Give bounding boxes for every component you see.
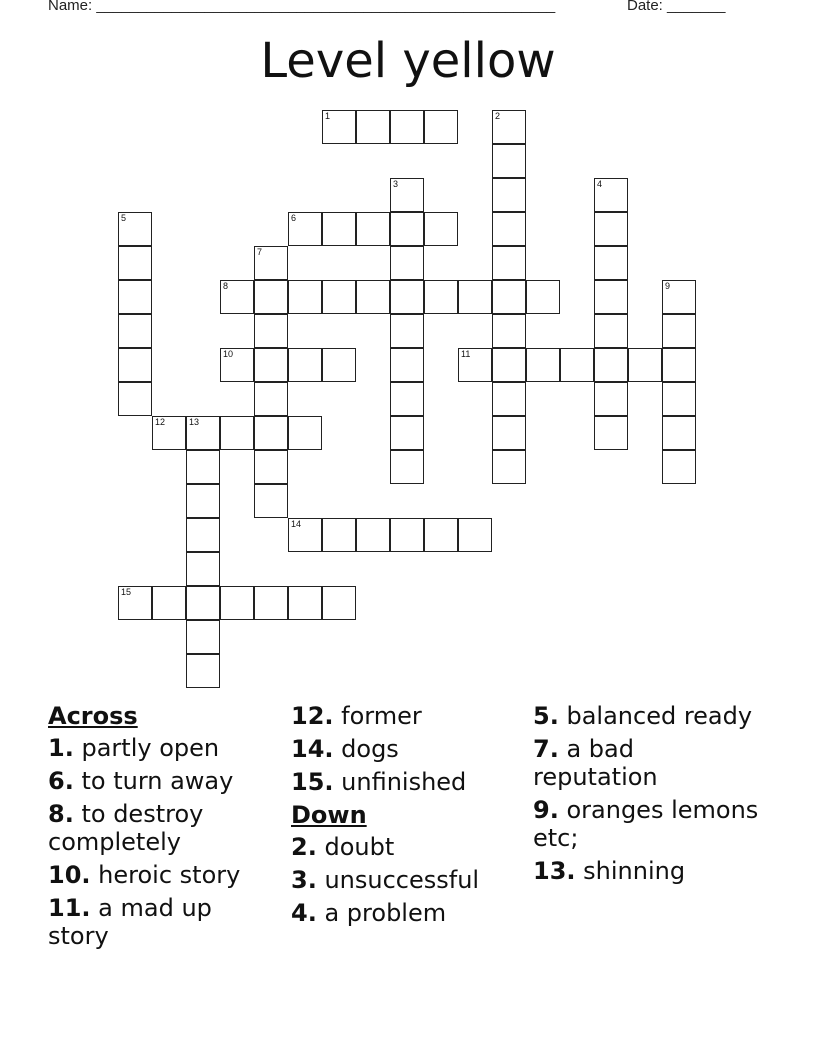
- clue-text: dogs: [341, 735, 399, 763]
- clue-item: [291, 866, 523, 894]
- grid-cell[interactable]: [594, 212, 628, 246]
- grid-cell[interactable]: [390, 110, 424, 144]
- clue-item: [533, 796, 765, 852]
- across-heading: Across: [48, 702, 138, 730]
- clue-item: [533, 735, 765, 791]
- grid-cell[interactable]: [424, 518, 458, 552]
- grid-cell[interactable]: [526, 348, 560, 382]
- clue-number-label: 9.: [533, 796, 559, 824]
- name-field[interactable]: Name: _______________________________________________________: [48, 0, 556, 14]
- grid-cell[interactable]: [390, 212, 424, 246]
- grid-cell[interactable]: [118, 280, 152, 314]
- grid-cell[interactable]: [492, 212, 526, 246]
- clue-number-label: 14.: [291, 735, 334, 763]
- clue-item: [291, 833, 523, 861]
- grid-cell[interactable]: [356, 110, 390, 144]
- grid-cell[interactable]: [118, 246, 152, 280]
- clue-number: 1: [325, 111, 331, 121]
- grid-cell[interactable]: [186, 484, 220, 518]
- clue-number: 8: [223, 281, 229, 291]
- grid-cell[interactable]: [526, 280, 560, 314]
- clue-column-2: [291, 702, 523, 932]
- clue-number-label: 7.: [533, 735, 559, 763]
- grid-cell[interactable]: [492, 246, 526, 280]
- grid-cell[interactable]: [322, 586, 356, 620]
- clue-number-label: 1.: [48, 734, 74, 762]
- clue-number: 6: [291, 213, 297, 223]
- clue-item: [48, 861, 280, 889]
- clue-number: 4: [597, 179, 603, 189]
- grid-cell[interactable]: [118, 382, 152, 416]
- grid-cell[interactable]: [186, 450, 220, 484]
- grid-cell[interactable]: [254, 450, 288, 484]
- clue-number-label: 4.: [291, 899, 317, 927]
- grid-cell[interactable]: [424, 212, 458, 246]
- grid-cell[interactable]: [254, 484, 288, 518]
- clue-text: former: [341, 702, 422, 730]
- grid-cell[interactable]: [594, 246, 628, 280]
- grid-cell[interactable]: [322, 212, 356, 246]
- clue-number: 3: [393, 179, 399, 189]
- grid-cell[interactable]: [288, 212, 322, 246]
- grid-cell[interactable]: [492, 416, 526, 450]
- grid-cell[interactable]: [662, 348, 696, 382]
- grid-cell[interactable]: [424, 280, 458, 314]
- clue-number-label: 11.: [48, 894, 91, 922]
- grid-cell[interactable]: [254, 382, 288, 416]
- grid-cell[interactable]: [492, 144, 526, 178]
- grid-cell[interactable]: [186, 654, 220, 688]
- grid-cell[interactable]: [254, 416, 288, 450]
- grid-cell[interactable]: [458, 348, 492, 382]
- grid-cell[interactable]: [390, 382, 424, 416]
- grid-cell[interactable]: [390, 348, 424, 382]
- grid-cell[interactable]: [254, 280, 288, 314]
- grid-cell[interactable]: [186, 620, 220, 654]
- clue-number-label: 6.: [48, 767, 74, 795]
- clue-number: 15: [121, 587, 132, 597]
- grid-cell[interactable]: [220, 280, 254, 314]
- grid-cell[interactable]: [390, 178, 424, 212]
- grid-cell[interactable]: [492, 382, 526, 416]
- grid-cell[interactable]: [594, 416, 628, 450]
- grid-cell[interactable]: [254, 246, 288, 280]
- grid-cell[interactable]: [254, 348, 288, 382]
- clue-item: [48, 734, 280, 762]
- grid-cell[interactable]: [118, 348, 152, 382]
- grid-cell[interactable]: [662, 416, 696, 450]
- grid-cell[interactable]: [322, 518, 356, 552]
- clue-number-label: 3.: [291, 866, 317, 894]
- grid-cell[interactable]: [152, 416, 186, 450]
- clue-number: 12: [155, 417, 166, 427]
- grid-cell[interactable]: [594, 178, 628, 212]
- clue-text: a problem: [324, 899, 447, 927]
- clue-number-label: 15.: [291, 768, 334, 796]
- clue-text: to destroy completely: [48, 800, 204, 856]
- grid-cell[interactable]: [186, 552, 220, 586]
- grid-cell[interactable]: [662, 280, 696, 314]
- clue-item: [48, 767, 280, 795]
- clue-text: unsuccessful: [324, 866, 480, 894]
- clue-number: 14: [291, 519, 302, 529]
- clue-text: balanced ready: [566, 702, 753, 730]
- clue-number-label: 8.: [48, 800, 74, 828]
- grid-cell[interactable]: [118, 586, 152, 620]
- clue-text: partly open: [81, 734, 220, 762]
- grid-cell[interactable]: [356, 518, 390, 552]
- clue-item: [291, 768, 523, 796]
- grid-cell[interactable]: [628, 348, 662, 382]
- grid-cell[interactable]: [560, 348, 594, 382]
- grid-cell[interactable]: [254, 314, 288, 348]
- clue-number-label: 2.: [291, 833, 317, 861]
- clue-text: shinning: [583, 857, 686, 885]
- grid-cell[interactable]: [322, 110, 356, 144]
- clue-number: 5: [121, 213, 127, 223]
- grid-cell[interactable]: [118, 212, 152, 246]
- grid-cell[interactable]: [288, 416, 322, 450]
- clue-item: [291, 735, 523, 763]
- clue-number: 2: [495, 111, 501, 121]
- clue-number: 10: [223, 349, 234, 359]
- clue-number: 7: [257, 247, 263, 257]
- grid-cell[interactable]: [492, 314, 526, 348]
- grid-cell[interactable]: [390, 280, 424, 314]
- grid-cell[interactable]: [492, 280, 526, 314]
- grid-cell[interactable]: [152, 586, 186, 620]
- grid-cell[interactable]: [594, 382, 628, 416]
- clue-number-label: 13.: [533, 857, 576, 885]
- grid-cell[interactable]: [458, 280, 492, 314]
- grid-cell[interactable]: [356, 280, 390, 314]
- grid-cell[interactable]: [390, 416, 424, 450]
- grid-cell[interactable]: [220, 348, 254, 382]
- down-heading: Down: [291, 801, 367, 829]
- clue-number: 11: [461, 349, 471, 359]
- grid-cell[interactable]: [492, 110, 526, 144]
- clue-number-label: 12.: [291, 702, 334, 730]
- grid-cell[interactable]: [288, 280, 322, 314]
- clue-number: 13: [189, 417, 200, 427]
- grid-cell[interactable]: [662, 382, 696, 416]
- grid-cell[interactable]: [356, 212, 390, 246]
- grid-cell[interactable]: [322, 348, 356, 382]
- clue-item: [48, 800, 280, 856]
- grid-cell[interactable]: [186, 586, 220, 620]
- grid-cell[interactable]: [186, 518, 220, 552]
- clue-column-1: [48, 702, 280, 955]
- clue-number: 9: [665, 281, 671, 291]
- clue-text: unfinished: [341, 768, 467, 796]
- clue-number-label: 5.: [533, 702, 559, 730]
- clue-text: oranges lemons etc;: [533, 796, 759, 852]
- grid-cell[interactable]: [254, 586, 288, 620]
- date-field[interactable]: Date: _______: [627, 0, 726, 14]
- grid-cell[interactable]: [390, 450, 424, 484]
- grid-cell[interactable]: [322, 280, 356, 314]
- grid-cell[interactable]: [390, 518, 424, 552]
- grid-cell[interactable]: [288, 586, 322, 620]
- clue-text: heroic story: [98, 861, 241, 889]
- clue-number-label: 10.: [48, 861, 91, 889]
- grid-cell[interactable]: [594, 280, 628, 314]
- grid-cell[interactable]: [662, 314, 696, 348]
- grid-cell[interactable]: [220, 416, 254, 450]
- grid-cell[interactable]: [288, 518, 322, 552]
- clue-item: [48, 894, 280, 950]
- grid-cell[interactable]: [662, 450, 696, 484]
- grid-cell[interactable]: [424, 110, 458, 144]
- grid-cell[interactable]: [288, 348, 322, 382]
- clue-item: [533, 702, 765, 730]
- grid-cell[interactable]: [118, 314, 152, 348]
- grid-cell[interactable]: [594, 348, 628, 382]
- grid-cell[interactable]: [220, 586, 254, 620]
- clue-item: [291, 702, 523, 730]
- grid-cell[interactable]: [492, 178, 526, 212]
- grid-cell[interactable]: [458, 518, 492, 552]
- page-title: Level yellow: [260, 33, 556, 89]
- grid-cell[interactable]: [492, 450, 526, 484]
- clue-item: [291, 899, 523, 927]
- clue-text: to turn away: [81, 767, 234, 795]
- clue-text: a bad reputation: [533, 735, 658, 791]
- clue-text: doubt: [324, 833, 395, 861]
- clue-text: a mad up story: [48, 894, 212, 950]
- grid-cell[interactable]: [390, 314, 424, 348]
- clue-item: [533, 857, 765, 885]
- grid-cell[interactable]: [390, 246, 424, 280]
- grid-cell[interactable]: [594, 314, 628, 348]
- grid-cell[interactable]: [492, 348, 526, 382]
- grid-cell[interactable]: [186, 416, 220, 450]
- clue-column-3: [533, 702, 765, 890]
